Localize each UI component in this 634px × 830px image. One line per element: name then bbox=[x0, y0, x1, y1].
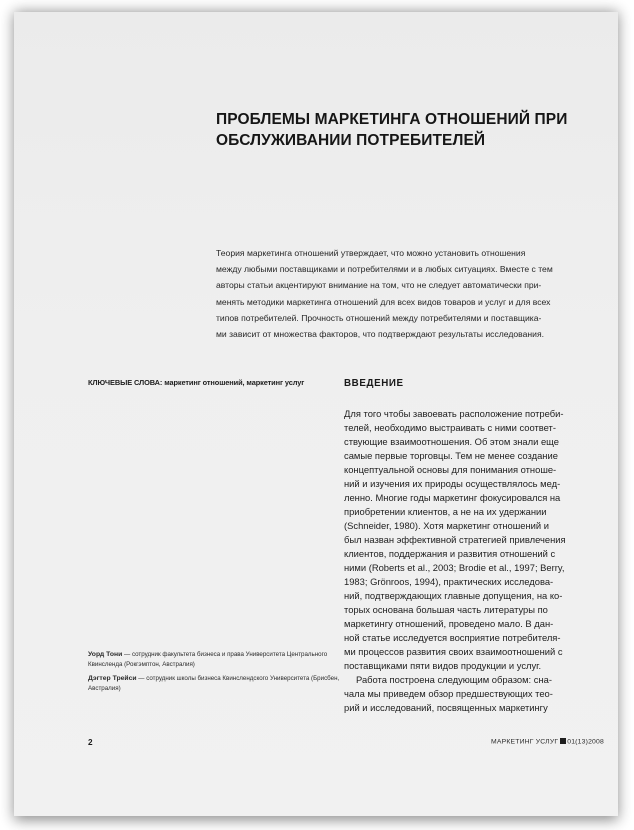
keywords: КЛЮЧЕВЫЕ СЛОВА: маркетинг отношений, маркетинг услуг bbox=[88, 378, 305, 387]
abstract-line: менять методики маркетинга отношений для всех видов товаров и услуг и для всех bbox=[216, 296, 551, 307]
author-name: Уорд Тони bbox=[88, 651, 123, 658]
abstract-line: между любыми поставщиками и потребителями и в любых ситуациях. Вместе с тем bbox=[216, 264, 553, 275]
body-line: чала мы приведем обзор предшествующих тео- bbox=[344, 688, 553, 699]
body-line: концептуальной основы для понимания отноше- bbox=[344, 464, 557, 475]
body-line: торых основана большая часть литературы по bbox=[344, 604, 548, 615]
issue-number: 01(13)2008 bbox=[567, 738, 604, 746]
body-line: самые первые торговцы. Тем не менее создание bbox=[344, 450, 558, 461]
body-line: ной статье исследуется восприятие потребителя- bbox=[344, 632, 561, 643]
body-line: (Schneider, 1980). Хотя маркетинг отношений и bbox=[344, 520, 549, 531]
body-line: ми процессов развития своих взаимоотношений с bbox=[344, 646, 563, 657]
body-line: ленно. Многие годы маркетинг фокусировался на bbox=[344, 492, 561, 503]
body-line: был назван эффективной стратегией привлечения bbox=[344, 534, 566, 545]
body-line: 1983; Grönroos, 1994), практических исследова- bbox=[344, 576, 554, 587]
abstract-line: типов потребителей. Прочность отношений между потребителями и поставщика- bbox=[216, 312, 542, 323]
author-line bbox=[88, 650, 338, 660]
author-line: Квинсленда (Рокгэмптон, Австралия) bbox=[88, 661, 195, 668]
body-line: Работа построена следующим образом: сна- bbox=[356, 674, 552, 685]
body-line: ствующие взаимоотношения. Об этом знали еще bbox=[344, 436, 559, 447]
abstract-line: Теория маркетинга отношений утверждает, что можно установить отношения bbox=[216, 248, 526, 258]
square-separator-icon bbox=[560, 738, 566, 744]
journal-name: МАРКЕТИНГ УСЛУГ bbox=[491, 738, 559, 746]
document-page bbox=[14, 12, 618, 816]
body-line: поставщиками пяти видов продукции и услуг. bbox=[344, 660, 542, 671]
body-line: телей, необходимо выстраивать с ними соответ- bbox=[344, 422, 556, 433]
author-affiliation: — сотрудник школы бизнеса Квинслендского Университета (Брисбен, bbox=[138, 675, 340, 682]
article-abstract bbox=[216, 245, 584, 342]
abstract-line: авторы статьи акцентируют внимание на том, что не следует автоматически при- bbox=[216, 280, 542, 291]
body-line: Для того чтобы завоевать расположение потреби- bbox=[344, 408, 564, 419]
author-line bbox=[88, 674, 338, 684]
body-text bbox=[344, 407, 594, 715]
body-line: ними (Roberts et al., 2003; Brodie et al., 1997; Berry, bbox=[344, 562, 565, 573]
body-line: приобретении клиентов, а не на их удержании bbox=[344, 506, 547, 517]
title-line: ПРОБЛЕМЫ МАРКЕТИНГА ОТНОШЕНИЙ ПРИ bbox=[216, 111, 568, 128]
article-title bbox=[216, 109, 606, 151]
body-line: ний, подтверждающих главные допущения, на ко- bbox=[344, 590, 563, 601]
author-name: Дэгтер Трейси bbox=[88, 675, 137, 682]
page-number: 2 bbox=[88, 738, 93, 747]
title-line: ОБСЛУЖИВАНИИ ПОТРЕБИТЕЛЕЙ bbox=[216, 132, 486, 149]
section-heading: ВВЕДЕНИЕ bbox=[344, 378, 404, 389]
author-note bbox=[88, 674, 338, 694]
author-affiliation: — сотрудник факультета бизнеса и права Университета Центрального bbox=[124, 651, 328, 658]
body-line: клиентов, поддержания и развития отношений с bbox=[344, 548, 556, 559]
abstract-line: ми зависит от множества факторов, что подтверждают результаты исследования. bbox=[216, 329, 545, 340]
body-line: рий и исследований, посвященных маркетингу bbox=[344, 702, 548, 713]
author-line: Австралия) bbox=[88, 685, 121, 692]
running-footer bbox=[491, 738, 604, 746]
body-line: ний и изучения их природы осуществлялось мед- bbox=[344, 478, 561, 489]
author-note bbox=[88, 650, 338, 670]
body-line: маркетингу отношений, проведено мало. В дан- bbox=[344, 618, 554, 629]
